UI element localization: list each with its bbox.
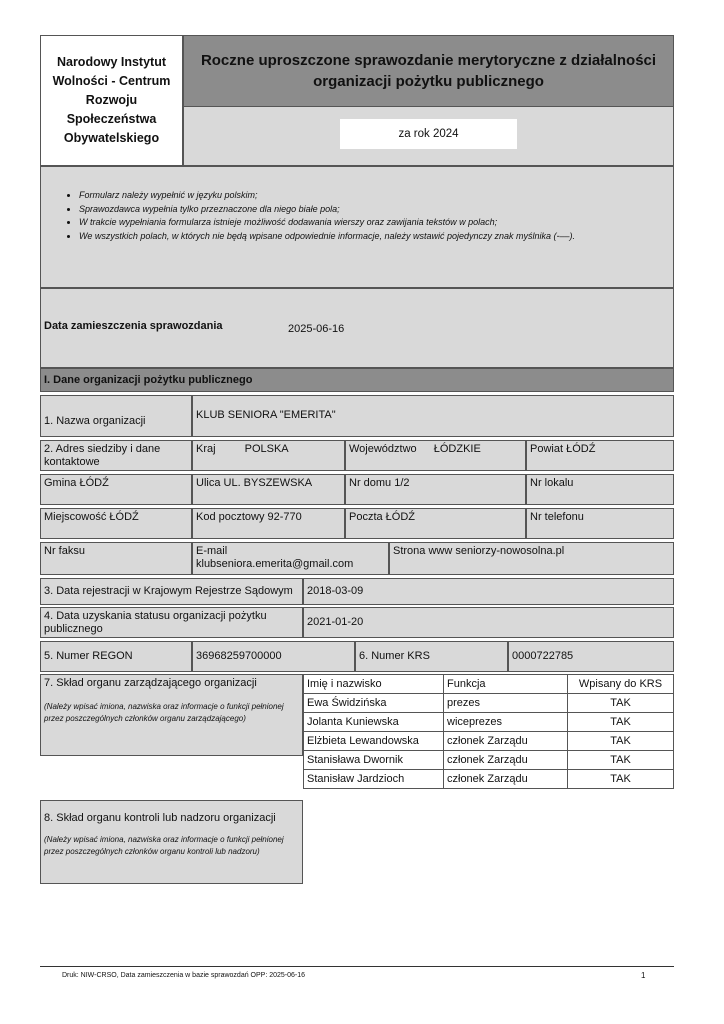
instructions-list — [41, 189, 673, 243]
street-value: Ulica UL. BYSZEWSKA — [196, 477, 313, 489]
institute-name: Narodowy Instytut Wolności - Centrum Rozwoju Społeczeństwa Obywatelskiego — [52, 55, 171, 145]
section-1-title: I. Dane organizacji pożytku publicznego — [44, 374, 253, 386]
member-krs: TAK — [568, 770, 674, 789]
member-name: Jolanta Kuniewska — [304, 713, 444, 732]
table-row — [304, 713, 674, 732]
website-value: Strona www seniorzy-nowosolna.pl — [393, 545, 565, 557]
email-label: E-mail — [196, 545, 228, 557]
institute-box — [40, 35, 183, 166]
instruction-item: • We wszystkich polach, w których nie będą wpisane odpowiednie informacje, należy wstawić pojedynczy znak myślnika (-––). — [79, 230, 673, 244]
email-cell — [192, 542, 389, 575]
instruction-item: • Formularz należy wypełnić w języku polskim; — [79, 189, 673, 203]
county-cell — [526, 440, 674, 471]
krs-registration-value: 2018-03-09 — [307, 585, 364, 597]
voivodeship-label: Województwo — [349, 443, 417, 455]
control-label: 8. Skład organu kontroli lub nadzoru organizacji — [44, 812, 276, 824]
phone-value: Nr telefonu — [530, 511, 584, 523]
krs-registration-label: 3. Data rejestracji w Krajowym Rejestrze Sądowym — [44, 585, 293, 597]
post-office-cell — [345, 508, 526, 539]
instruction-item: • Sprawozdawca wypełnia tylko przeznaczone dla niego białe pola; — [79, 203, 673, 217]
report-title: Roczne uproszczone sprawozdanie merytoryczne z działalności organizacji pożytku publicznego — [200, 52, 657, 90]
county-value: Powiat ŁÓDŹ — [530, 443, 596, 455]
board-note: (Należy wpisać imiona, nazwiska oraz informacje o funkcji pełnionej przez poszczególnych członków organu zarządzającego) — [44, 702, 284, 723]
table-row — [304, 694, 674, 713]
control-note: (Należy wpisać imiona, nazwiska oraz informacje o funkcji pełnionej przez poszczególnych członków organu kontroli lub nadzoru) — [44, 835, 284, 856]
control-label-cell — [40, 800, 303, 884]
member-role: członek Zarządu — [444, 770, 568, 789]
email-value: klubseniora.emerita@gmail.com — [196, 558, 354, 570]
opp-status-label: 4. Data uzyskania statusu organizacji pożytku publicznego — [44, 610, 267, 635]
column-header-name: Imię i nazwisko — [304, 675, 444, 694]
website-cell — [389, 542, 674, 575]
regon-value: 36968259700000 — [196, 650, 282, 662]
member-name: Stanisława Dwornik — [304, 751, 444, 770]
krs-label-cell — [355, 641, 508, 672]
publication-date-row — [40, 288, 674, 368]
regon-label-cell — [40, 641, 192, 672]
country-value: POLSKA — [244, 443, 289, 455]
publication-date-label: Data zamieszczenia sprawozdania — [44, 320, 223, 332]
commune-value: Gmina ŁÓDŹ — [44, 477, 109, 489]
city-value: Miejscowość ŁÓDŹ — [44, 511, 139, 523]
table-header-row — [304, 675, 674, 694]
column-header-krs: Wpisany do KRS — [568, 675, 674, 694]
address-label: 2. Adres siedziby i dane kontaktowe — [44, 443, 161, 468]
voivodeship-value: ŁÓDZKIE — [433, 443, 481, 455]
year-field — [340, 119, 517, 149]
fax-value: Nr faksu — [44, 545, 85, 557]
krs-registration-value-cell — [303, 578, 674, 605]
member-name: Ewa Świdzińska — [304, 694, 444, 713]
fax-cell — [40, 542, 192, 575]
title-box — [183, 35, 674, 107]
instructions-box — [40, 166, 674, 288]
opp-status-value: 2021-01-20 — [307, 616, 364, 628]
house-no-value: Nr domu 1/2 — [349, 477, 410, 489]
phone-cell — [526, 508, 674, 539]
member-role: członek Zarządu — [444, 732, 568, 751]
member-krs: TAK — [568, 732, 674, 751]
org-name-label: 1. Nazwa organizacji — [44, 415, 146, 427]
postal-code-value: Kod pocztowy 92-770 — [196, 511, 302, 523]
board-members-table — [303, 674, 674, 789]
member-krs: TAK — [568, 713, 674, 732]
commune-cell — [40, 474, 192, 505]
member-krs: TAK — [568, 694, 674, 713]
footer-text: Druk: NIW-CRSO, Data zamieszczenia w bazie sprawozdań OPP: 2025-06-16 — [62, 972, 306, 979]
krs-registration-label-cell — [40, 578, 303, 605]
flat-no-cell — [526, 474, 674, 505]
house-no-cell — [345, 474, 526, 505]
footer-divider — [40, 966, 674, 967]
krs-value-cell — [508, 641, 674, 672]
org-name-label-cell — [40, 395, 192, 437]
member-name: Stanisław Jardzioch — [304, 770, 444, 789]
column-header-role: Funkcja — [444, 675, 568, 694]
street-cell — [192, 474, 345, 505]
org-name-value-cell — [192, 395, 674, 437]
voivodeship-cell — [345, 440, 526, 471]
city-cell — [40, 508, 192, 539]
flat-no-value: Nr lokalu — [530, 477, 574, 489]
regon-value-cell — [192, 641, 355, 672]
org-name-value: KLUB SENIORA "EMERITA" — [196, 409, 336, 421]
table-row — [304, 732, 674, 751]
member-role: wiceprezes — [444, 713, 568, 732]
member-role: członek Zarządu — [444, 751, 568, 770]
krs-label: 6. Numer KRS — [359, 650, 430, 662]
year-label: za rok 2024 — [398, 128, 459, 140]
instruction-item: • W trakcie wypełniania formularza istnieje możliwość dodawania wierszy oraz zawijania tekstów w polach; — [79, 216, 673, 230]
postal-code-cell — [192, 508, 345, 539]
board-label: 7. Skład organu zarządzającego organizacji — [44, 677, 257, 689]
board-label-cell — [40, 674, 303, 756]
opp-status-label-cell — [40, 607, 303, 638]
section-1-header — [40, 368, 674, 392]
page-number: 1 — [641, 971, 646, 980]
publication-date-value: 2025-06-16 — [288, 323, 345, 335]
country-cell — [192, 440, 345, 471]
member-krs: TAK — [568, 751, 674, 770]
country-label: Kraj — [196, 443, 216, 455]
table-row — [304, 770, 674, 789]
table-row — [304, 751, 674, 770]
member-name: Elżbieta Lewandowska — [304, 732, 444, 751]
opp-status-value-cell — [303, 607, 674, 638]
member-role: prezes — [444, 694, 568, 713]
address-label-cell — [40, 440, 192, 471]
regon-label: 5. Numer REGON — [44, 650, 133, 662]
post-office-value: Poczta ŁÓDŹ — [349, 511, 416, 523]
krs-value: 0000722785 — [512, 650, 574, 662]
